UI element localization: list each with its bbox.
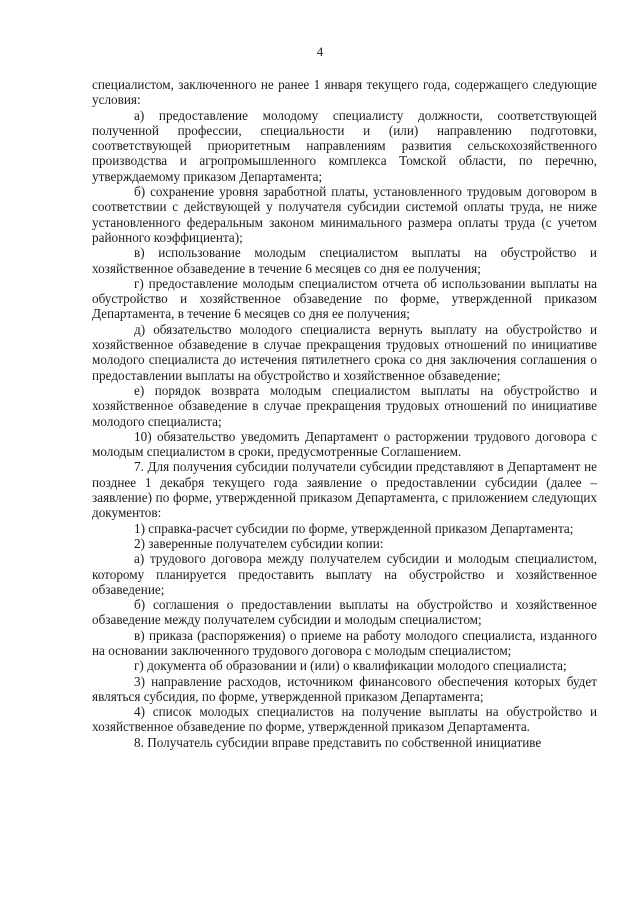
paragraph: 7. Для получения субсидии получатели субсидии представляют в Департамент не позднее 1 декабря текущего года заявление о предоставлении субсидии (далее – заявление) по форме, утвержденной приказом Департамента, с приложением следующих документов: [92, 459, 597, 521]
paragraph: 8. Получатель субсидии вправе представить по собственной инициативе [134, 734, 542, 750]
paragraph: г) документа об образовании и (или) о квалификации молодого специалиста; [134, 658, 567, 674]
paragraph: а) предоставление молодому специалисту должности, соответствующей полученной профессии, специальности и (или) направлению подготовки, соответствующей приоритетным направлениям развития сельскохозяйственного производства и агропромышленного комплекса Томской области, по перечню, утверждаемому приказом Департамента; [92, 107, 597, 184]
paragraph: 3) направление расходов, источником финансового обеспечения которых будет являться субсидия, по форме, утвержденной приказом Департамента; [92, 673, 597, 704]
paragraph: 4) список молодых специалистов на получение выплаты на обустройство и хозяйственное обзаведение по форме, утвержденной приказом Департамента. [92, 704, 597, 735]
paragraph: 1) справка-расчет субсидии по форме, утвержденной приказом Департамента; [134, 520, 574, 536]
paragraph: г) предоставление молодым специалистом отчета об использовании выплаты на обустройство и хозяйственное обзаведение по форме, утвержденной приказом Департамента, в течение 6 месяцев со дня ее получения; [92, 275, 597, 322]
paragraph: в) приказа (распоряжения) о приеме на работу молодого специалиста, изданного на основании заключенного трудового договора с молодым специалистом; [92, 627, 597, 658]
page-number: 4 [316, 44, 324, 59]
document-body [92, 77, 597, 750]
paragraph: е) порядок возврата молодым специалистом выплаты на обустройство и хозяйственное обзаведение в случае прекращения трудовых отношений по инициативе молодого специалиста; [92, 382, 597, 429]
paragraph: специалистом, заключенного не ранее 1 января текущего года, содержащего следующие условия: [92, 77, 597, 108]
paragraph: а) трудового договора между получателем субсидии и молодым специалистом, которому планируется предоставить выплату на обустройство и хозяйственное обзаведение; [92, 551, 597, 597]
paragraph: б) соглашения о предоставлении выплаты на обустройство и хозяйственное обзаведение между получателем субсидии и молодым специалистом; [92, 597, 597, 628]
paragraph: б) сохранение уровня заработной платы, установленного трудовым договором в соответствии с действующей у получателя субсидии системой оплаты труда, не ниже установленного федеральным законом минимального размера оплаты труда (с учетом районного коэффициента); [92, 184, 597, 245]
paragraph: в) использование молодым специалистом выплаты на обустройство и хозяйственное обзаведение в течение 6 месяцев со дня ее получения; [92, 245, 597, 276]
paragraph: 10) обязательство уведомить Департамент о расторжении трудового договора с молодым специалистом в сроки, предусмотренные Соглашением. [92, 428, 597, 460]
paragraph: д) обязательство молодого специалиста вернуть выплату на обустройство и хозяйственное обзаведение в случае прекращения трудовых отношений по инициативе молодого специалиста до истечения пятилетнего срока со дня заключения соглашения о предоставлении выплаты на обустройство и хозяйственное обзаведение; [92, 321, 597, 383]
paragraph: 2) заверенные получателем субсидии копии: [134, 535, 384, 551]
